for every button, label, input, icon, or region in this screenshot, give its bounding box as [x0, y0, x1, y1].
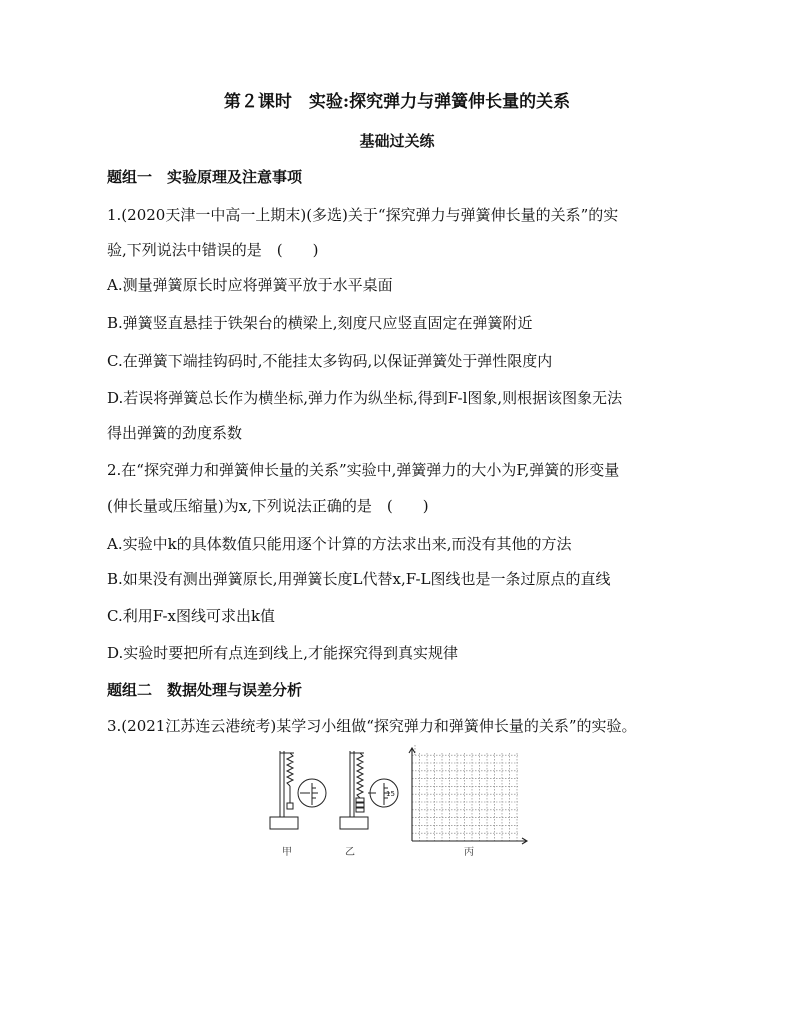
q1-stem-line2: 验,下列说法中错误的是 ( ) — [107, 241, 319, 259]
q1-option-c: C.在弹簧下端挂钩码时,不能挂太多钩码,以保证弹簧处于弹性限度内 — [107, 352, 553, 370]
q2-option-c: C.利用F-x图线可求出k值 — [107, 607, 276, 625]
q2-option-d: D.实验时要把所有点连到线上,才能探究得到真实规律 — [107, 644, 459, 662]
q2-option-a: A.实验中k的具体数值只能用逐个计算的方法求出来,而没有其他的方法 — [107, 535, 572, 553]
q2-stem-line2: (伸长量或压缩量)为x,下列说法正确的是 ( ) — [107, 497, 429, 515]
figure-drawing — [260, 745, 560, 857]
q2-stem-line1: 2.在“探究弹力和弹簧伸长量的关系”实验中,弹簧弹力的大小为F,弹簧的形变量 — [107, 461, 620, 479]
graph-grid-bing — [412, 753, 518, 841]
q1-stem-line1: 1.(2020天津一中高一上期末)(多选)关于“探究弹力与弹簧伸长量的关系”的实 — [107, 206, 619, 224]
lesson-title: 第２课时 实验:探究弹力与弹簧伸长量的关系 — [223, 92, 571, 112]
group-heading-2: 题组二 数据处理与误差分析 — [107, 681, 303, 699]
caption-yi: 乙 — [345, 847, 355, 858]
section-subtitle: 基础过关练 — [359, 132, 435, 150]
q1-option-d-line2: 得出弹簧的劲度系数 — [107, 424, 243, 442]
q1-option-b: B.弹簧竖直悬挂于铁架台的横梁上,刻度尺应竖直固定在弹簧附近 — [107, 314, 533, 332]
apparatus-jia — [270, 751, 326, 829]
q2-option-b: B.如果没有测出弹簧原长,用弹簧长度L代替x,F-L图线也是一条过原点的直线 — [107, 570, 611, 588]
q1-option-a: A.测量弹簧原长时应将弹簧平放于水平桌面 — [107, 276, 393, 294]
q3-stem: 3.(2021江苏连云港统考)某学习小组做“探究弹力和弹簧伸长量的关系”的实验。 — [107, 717, 637, 735]
experiment-figure — [260, 745, 560, 857]
q1-option-d-line1: D.若误将弹簧总长作为横坐标,弹力作为纵坐标,得到F-l图象,则根据该图象无法 — [107, 389, 623, 407]
group-heading-1: 题组一 实验原理及注意事项 — [107, 168, 303, 186]
caption-jia: 甲 — [282, 847, 292, 858]
caption-bing: 丙 — [464, 847, 474, 858]
scale-reading-yi: 15 — [386, 790, 395, 798]
